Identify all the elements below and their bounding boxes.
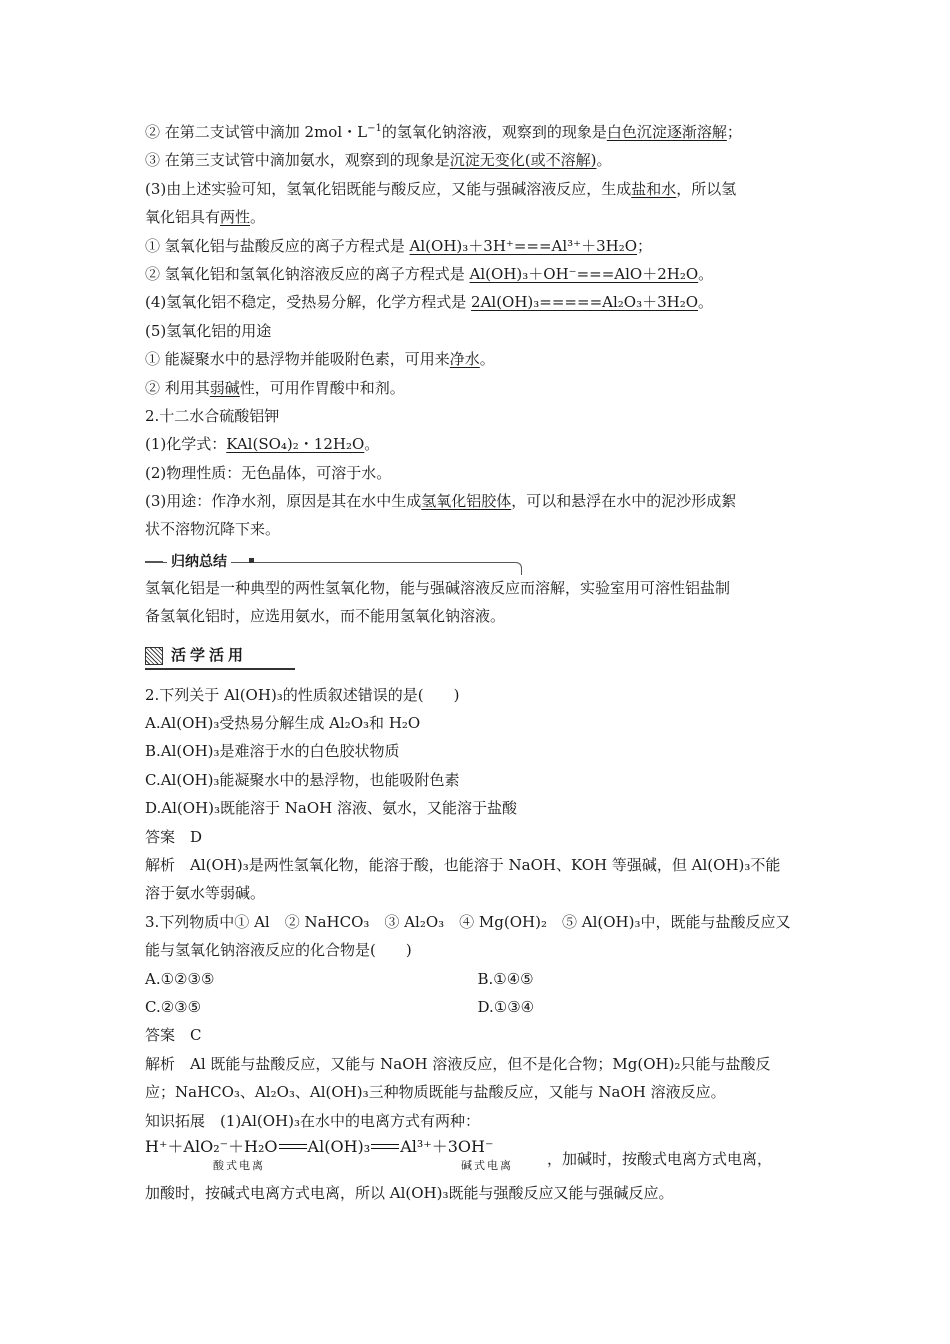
text: (3)用途：作净水剂，原因是其在水中生成 — [145, 492, 422, 511]
divider — [145, 668, 295, 670]
text-line — [145, 345, 810, 373]
practice-title: 活学活用 — [171, 645, 248, 664]
blank-answer: KAl(SO₄)₂・12H₂O — [226, 435, 365, 454]
superscript: −1 — [367, 123, 382, 134]
blank-answer: Al(OH)₃＋OH⁻===AlO＋2H₂O — [469, 264, 699, 283]
text-line: (5)氢氧化铝的用途 — [145, 321, 272, 340]
equation-formula — [145, 1135, 493, 1159]
text-line — [145, 487, 810, 515]
question-stem: 2.下列关于 Al(OH)₃的性质叙述错误的是( ) — [145, 685, 460, 704]
options-row — [145, 965, 810, 993]
base-ionization-label: 碱式电离 — [461, 1158, 513, 1172]
question-stem: 3.下列物质中① Al ② NaHCO₃ ③ Al₂O₃ ④ Mg(OH)₂ ⑤ Al(OH)₃中，既能与盐酸反应又 — [145, 912, 791, 931]
ionization-equation — [145, 1135, 810, 1179]
text-line: 2.十二水合硫酸铝钾 — [145, 406, 280, 425]
explanation: 解析 Al(OH)₃是两性氢氧化物，能溶于酸，也能溶于 NaOH、KOH 等强碱，但 Al(OH)₃不能 — [145, 855, 781, 874]
summary-text: 氢氧化铝是一种典型的两性氢氧化物，能与强碱溶液反应而溶解，实验室用可溶性铝盐制 — [145, 578, 731, 597]
blank-answer: 两性 — [220, 208, 251, 227]
equation-right: Al³⁺＋3OH⁻ — [400, 1136, 494, 1156]
text: ； — [637, 236, 653, 255]
option-a: A.Al(OH)₃受热易分解生成 Al₂O₃和 H₂O — [145, 714, 421, 733]
answer: 答案 D — [145, 827, 203, 846]
equilibrium-arrow-icon — [371, 1143, 399, 1151]
option-b: B.①④⑤ — [477, 969, 534, 988]
text: ① 能凝聚水中的悬浮物并能吸附色素，可用来 — [145, 350, 450, 369]
blank-answer: 白色沉淀逐渐溶解 — [606, 123, 727, 141]
equation-middle: Al(OH)₃ — [307, 1136, 371, 1156]
option-c: C.Al(OH)₃能凝聚水中的悬浮物，也能吸附色素 — [145, 770, 460, 789]
option-d: D.Al(OH)₃既能溶于 NaOH 溶液、氨水，又能溶于盐酸 — [145, 799, 517, 818]
text: 。 — [364, 435, 380, 454]
answer: 答案 C — [145, 1026, 202, 1045]
option-d: D.①③④ — [477, 997, 535, 1016]
text: 。 — [479, 350, 495, 369]
blank-answer: 沉淀无变化(或不溶解) — [449, 151, 597, 170]
document-page — [145, 118, 810, 1207]
explanation: 解析 Al 既能与盐酸反应，又能与 NaOH 溶液反应，但不是化合物；Mg(OH)₂只能与盐酸反 — [145, 1054, 771, 1073]
text: 。 — [250, 208, 266, 227]
text: ，加碱时，按酸式电离方式电离， — [547, 1149, 773, 1168]
text: ② 利用其 — [145, 378, 210, 397]
text: (1)化学式： — [145, 435, 227, 454]
text: (4)氢氧化铝不稳定，受热易分解，化学方程式是 — [145, 293, 472, 312]
text-line — [145, 175, 810, 203]
text-line — [145, 118, 810, 146]
blank-answer: 净水 — [449, 350, 480, 369]
text-line: 状不溶物沉降下来。 — [145, 520, 281, 539]
text-line — [145, 146, 810, 174]
options-row — [145, 993, 810, 1021]
extension-title: 知识拓展 (1)Al(OH)₃在水中的电离方式有两种： — [145, 1111, 480, 1130]
text-line — [145, 260, 810, 288]
text: 的氢氧化钠溶液，观察到的现象是 — [381, 123, 607, 141]
text: 。 — [698, 293, 714, 312]
text-line — [145, 430, 810, 458]
option-a: A.①②③⑤ — [145, 969, 215, 988]
text-line — [145, 232, 810, 260]
blank-answer: 2Al(OH)₃=====Al₂O₃＋3H₂O — [471, 293, 699, 312]
text-line: 加酸时，按碱式电离方式电离，所以 Al(OH)₃既能与强酸反应又能与强碱反应。 — [145, 1183, 674, 1202]
option-c: C.②③⑤ — [145, 997, 202, 1016]
explanation: 溶于氨水等弱碱。 — [145, 884, 266, 903]
option-b: B.Al(OH)₃是难溶于水的白色胶状物质 — [145, 742, 400, 761]
divider — [145, 561, 163, 562]
acid-ionization-label: 酸式电离 — [213, 1158, 265, 1172]
square-icon — [249, 558, 254, 563]
blank-answer: 氢氧化铝胶体 — [421, 492, 512, 511]
summary-title: 归纳总结 — [167, 552, 231, 572]
practice-header — [145, 645, 810, 671]
text-line: (2)物理性质：无色晶体，可溶于水。 — [145, 463, 392, 482]
text: ② 氢氧化铝和氢氧化钠溶液反应的离子方程式是 — [145, 264, 470, 283]
blank-answer: Al(OH)₃＋3H⁺===Al³⁺＋3H₂O — [409, 236, 638, 255]
summary-text: 备氢氧化铝时，应选用氨水，而不能用氢氧化钠溶液。 — [145, 607, 506, 626]
text: (3)由上述实验可知，氢氧化铝既能与酸反应，又能与强碱溶液反应，生成 — [145, 179, 632, 198]
text-line — [145, 288, 810, 316]
summary-header — [145, 552, 810, 574]
explanation: 应；NaHCO₃、Al₂O₃、Al(OH)₃三种物质既能与盐酸反应，又能与 NaOH 溶液反应。 — [145, 1083, 726, 1102]
text: ； — [726, 123, 742, 141]
question-stem: 能与氢氧化钠溶液反应的化合物是( ) — [145, 941, 412, 960]
text: ② 在第二支试管中滴加 2mol・L — [145, 123, 368, 141]
equilibrium-arrow-icon — [279, 1143, 307, 1151]
text: 氧化铝具有 — [145, 208, 221, 227]
equation-left: H⁺＋AlO₂⁻＋H₂O — [145, 1136, 278, 1156]
text: ① 氢氧化铝与盐酸反应的离子方程式是 — [145, 236, 410, 255]
text-line — [145, 203, 810, 231]
text: ，可以和悬浮在水中的泥沙形成絮 — [511, 492, 737, 511]
text: ，所以氢 — [676, 179, 737, 198]
text: 性，可用作胃酸中和剂。 — [239, 378, 405, 397]
text: 。 — [596, 151, 612, 170]
text: ③ 在第三支试管中滴加氨水，观察到的现象是 — [145, 151, 450, 170]
blank-answer: 盐和水 — [631, 179, 677, 198]
blank-answer: 弱碱 — [209, 378, 240, 397]
hatched-square-icon — [145, 647, 163, 665]
text-line — [145, 374, 810, 402]
text: 。 — [698, 264, 714, 283]
